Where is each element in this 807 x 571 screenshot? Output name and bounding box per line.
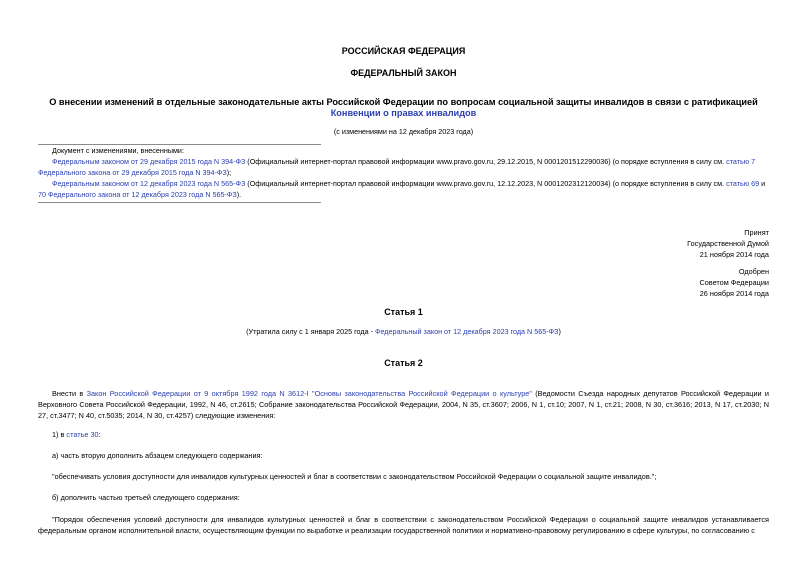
article-2-p2-pre: 1) в xyxy=(52,430,67,439)
culture-law-link[interactable]: Закон Российской Федерации от 9 октября 1992 года N 3612-I "Основы законодательства Российской Федерации о культуре" xyxy=(86,389,532,398)
change-1-article-link-a: статью 7 xyxy=(726,157,756,166)
article-2-paragraph-1 xyxy=(38,388,769,421)
adopted-line-1: Принят xyxy=(744,228,769,237)
adopted-block xyxy=(687,227,769,260)
change-1-article-link-b: Федерального закона от 29 декабря 2015 года N 394-ФЗ xyxy=(38,168,227,177)
changes-intro: Документ с изменениями, внесенными: xyxy=(52,146,184,155)
article-1-repeal-link[interactable]: Федеральный закон от 12 декабря 2023 года N 565-ФЗ xyxy=(374,327,559,336)
revision-note: (с изменениями на 12 декабря 2023 года) xyxy=(333,127,474,136)
title-convention-link-wrap xyxy=(0,107,807,119)
article-2-p1-pre: Внести в xyxy=(52,389,87,398)
change-1-end: ); xyxy=(226,168,232,177)
approved-line-2: Советом Федерации xyxy=(699,278,769,287)
change-item-2 xyxy=(38,178,769,200)
article-2-paragraph-6: "Порядок обеспечения условий доступности для инвалидов культурных ценностей и благ в соответствии с законодательством Российской Федерации о социальной защите инвалидов устанавливается федеральным органом исполнительной власти, осуществляющим функции по выработке и реализации государственной политики и нормативно-правовому регулированию в сфере культуры, по согласованию с xyxy=(38,515,769,535)
article-2-p2-post: : xyxy=(98,430,101,439)
change-1-law-link[interactable]: Федеральным законом от 29 декабря 2015 года N 394-ФЗ xyxy=(52,157,246,166)
article-1-heading: Статья 1 xyxy=(384,307,423,317)
article-1-note-post: ) xyxy=(558,327,561,336)
article-2-paragraph-5: б) дополнить частью третьей следующего содержания: xyxy=(52,493,240,502)
article-2-paragraph-3: а) часть вторую дополнить абзацем следующего содержания: xyxy=(52,451,263,460)
article-1-note-pre: (Утратила силу с 1 января 2025 года - xyxy=(246,327,375,336)
change-2-article-69-link[interactable]: статью 69 xyxy=(726,179,760,188)
change-1-text: (Официальный интернет-портал правовой информации www.pravo.gov.ru, 29.12.2015, N 0001201512290036) (о порядке вступления в силу см. xyxy=(245,157,727,166)
article-1-note xyxy=(0,326,807,337)
change-2-article-70-link[interactable]: 70 Федерального закона от 12 декабря 2023 года N 565-ФЗ xyxy=(38,190,237,199)
convention-link[interactable]: Конвенции о правах инвалидов xyxy=(330,108,477,118)
adopted-line-3: 21 ноября 2014 года xyxy=(699,250,769,259)
approved-block xyxy=(699,266,769,299)
country-heading: РОССИЙСКАЯ ФЕДЕРАЦИЯ xyxy=(341,46,466,56)
adopted-line-2: Государственной Думой xyxy=(687,239,769,248)
changes-bottom-divider xyxy=(38,202,321,203)
document-title: О внесении изменений в отдельные законодательные акты Российской Федерации по вопросам социальной защиты инвалидов в связи с ратификацией xyxy=(49,97,758,107)
change-2-end: ). xyxy=(236,190,242,199)
doc-type-heading: ФЕДЕРАЛЬНЫЙ ЗАКОН xyxy=(350,68,457,78)
article-2-paragraph-2 xyxy=(52,429,752,440)
article-30-link[interactable]: статье 30 xyxy=(66,430,99,439)
article-2-paragraph-4: "обеспечивать условия доступности для инвалидов культурных ценностей и благ в соответствии с законодательством Российской Федерации о социальной защите инвалидов."; xyxy=(52,472,657,481)
article-2-p1-post: (Ведомости Съезда народных депутатов Российской Федерации и Верховного Совета Российской Федерации, 1992, N 46, ст.2615; Собрание законодательства Российской Федерации, 2004, N 35, ст.3607; 2006, N 1, ст.10; 2007, N 1, ст.21; 2008, N 30, ст.3616; 2013, N 17, ст.2030; N 27, ст.3477; N 40, ст.5035; 2014, N 30, ст.4257) следующие изменения: xyxy=(38,389,770,420)
approved-line-3: 26 ноября 2014 года xyxy=(699,289,769,298)
change-item-1 xyxy=(38,156,769,178)
approved-line-1: Одобрен xyxy=(738,267,769,276)
change-2-and: и xyxy=(759,179,766,188)
change-2-text: (Официальный интернет-портал правовой информации www.pravo.gov.ru, 12.12.2023, N 0001202312120034) (о порядке вступления в силу см. xyxy=(245,179,727,188)
article-2-heading: Статья 2 xyxy=(384,358,423,368)
change-2-law-link[interactable]: Федеральным законом от 12 декабря 2023 года N 565-ФЗ xyxy=(52,179,246,188)
